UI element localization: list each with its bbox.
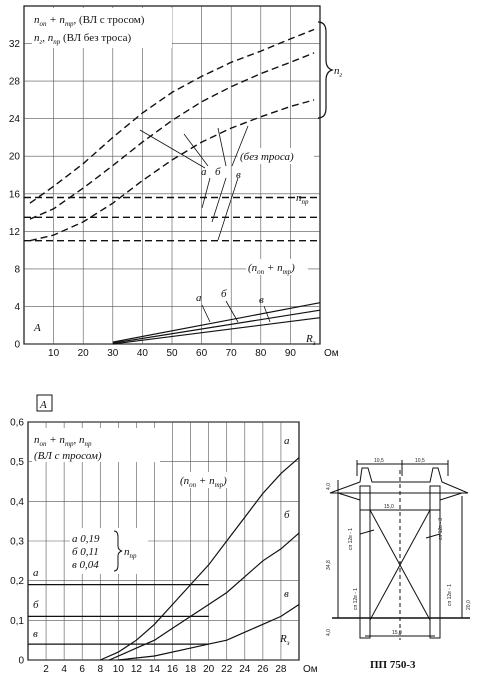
npr-row-v: в 0,04 [72, 559, 99, 571]
npr-letter-v-bottom: в [33, 628, 38, 640]
x-tick-label: 22 [221, 664, 233, 675]
tower-leg-right [430, 486, 440, 638]
curve-letter-b-top: б [215, 166, 221, 178]
x-tick-label: 18 [185, 664, 197, 675]
y-tick-label: 0,5 [10, 457, 24, 469]
x-tick-label: 24 [239, 664, 251, 675]
x-tick-label: 20 [203, 664, 215, 675]
rz-label-bottom: $R_з$ [280, 633, 290, 647]
sum-label-bottom: $(n_{оп} + n_{тр})$ [180, 475, 227, 489]
npr-label-top: $n_{пр}$ [296, 192, 309, 206]
bez-trosa-label: (без троса) [240, 151, 294, 163]
a-label-top: A [34, 322, 41, 334]
tower-dim-top-left: 10,5 [374, 458, 384, 464]
tower-height-3: 4,0 [326, 483, 332, 490]
npr-row-a: а 0,19 [72, 533, 100, 545]
nr-label: $n_г$ [334, 65, 343, 79]
x-tick-label: 80 [255, 348, 267, 359]
x-tick-label: 4 [61, 664, 67, 675]
x-tick-label: 20 [77, 348, 89, 359]
rz-label-top: $R_з$ [306, 333, 316, 347]
leader-b-1 [218, 128, 226, 166]
tower-crossarm [330, 468, 468, 493]
y-tick-label: 0,2 [10, 576, 24, 588]
y-tick-label: 12 [8, 226, 20, 238]
leader-v-down [218, 178, 238, 240]
a-label-bottom: A [40, 399, 47, 411]
y-tick-label: 0,3 [10, 536, 24, 548]
top-tick-labels [9, 39, 339, 359]
tower-dim-mid: 15,0 [384, 504, 394, 510]
tower-arm-brace-l [338, 493, 360, 500]
tower-height-4: 4,0 [326, 629, 332, 636]
y-tick-label: 24 [8, 114, 20, 126]
x-tick-label: 40 [136, 348, 148, 359]
x-tick-label: 50 [166, 348, 178, 359]
series-line-0-6 [113, 303, 320, 342]
curve-letter-a-bottom: а [284, 435, 290, 447]
tower-label-2: сп 12в - 3 [438, 517, 444, 540]
bottom-series-group [28, 458, 299, 660]
y-tick-label: 0,1 [10, 615, 24, 627]
npr-letter-b-bottom: б [33, 599, 39, 611]
tower-label-lead-1 [360, 530, 374, 534]
x-tick-label: 12 [130, 664, 142, 675]
curve-letter-b-sum: б [221, 288, 227, 300]
leader-a-down [202, 178, 210, 208]
tower-dim-bottom: 15,0 [392, 630, 402, 636]
y-tick-label: 0 [18, 655, 24, 667]
top-legend-line1: $n_{оп} + n_{тр}$, (ВЛ с тросом) [34, 14, 145, 28]
y-tick-label: 0,4 [10, 496, 24, 508]
x-tick-label: 30 [107, 348, 119, 359]
leader-a-2 [184, 134, 208, 166]
npr-row-b: б 0,11 [72, 546, 99, 558]
curve-letter-a-top: а [201, 166, 207, 178]
bottom-legend-line2: (ВЛ с тросом) [34, 450, 102, 462]
sum-label-top: $(n_{оп} + n_{тр})$ [248, 262, 295, 276]
y-tick-label: 4 [14, 301, 20, 313]
top-chart [9, 6, 343, 359]
bottom-legend-line1: $n_{оп} + n_{тр}$, $n_{пр}$ [34, 434, 92, 448]
x-tick-label: 14 [148, 664, 161, 675]
tower-leg-left [360, 486, 370, 638]
x-tick-label: 90 [284, 348, 296, 359]
tower-label-4: сп 12в - 1 [447, 583, 453, 606]
series-line-0-7 [113, 310, 320, 343]
series-line-0-8 [113, 318, 320, 344]
tower-caption: ПП 750-3 [370, 659, 416, 671]
curve-letter-b-bottom: б [284, 509, 290, 521]
leader-b-down [212, 178, 226, 222]
x-tick-label: 10 [112, 664, 124, 675]
y-tick-label: 8 [14, 264, 20, 276]
leader-sum-v [264, 306, 270, 322]
y-tick-label: 20 [8, 151, 20, 163]
x-tick-label: 70 [225, 348, 237, 359]
y-tick-label: 32 [8, 39, 20, 51]
x-tick-label: 8 [97, 664, 104, 675]
x-tick-label: 60 [196, 348, 208, 359]
y-tick-label: 0 [14, 339, 20, 351]
tower-height-2: 20,0 [466, 600, 472, 610]
tower-height-1: 34,8 [326, 560, 332, 570]
npr-letter-a-bottom: а [33, 567, 39, 579]
x-tick-label: 6 [79, 664, 85, 675]
npr-label-bottom: $n_{пр}$ [124, 546, 137, 560]
y-tick-label: 16 [8, 189, 20, 201]
curve-letter-v-top: в [236, 169, 241, 181]
tower-label-1: сп 12в - 1 [348, 527, 354, 550]
x-tick-label: 26 [257, 664, 269, 675]
curve-letter-v-sum: в [259, 294, 264, 306]
bottom-chart [10, 395, 318, 675]
curve-letter-a-sum: а [196, 292, 202, 304]
x-tick-label: 2 [43, 664, 49, 675]
x-unit-label: Ом [324, 348, 339, 359]
tower-label-3: сп 12в - 1 [353, 587, 359, 610]
x-unit-label: Ом [303, 664, 318, 675]
x-tick-label: 28 [275, 664, 287, 675]
top-legend-line2: $n_г$, $n_{пр}$ (ВЛ без троса) [34, 32, 132, 46]
tower-arm-brace-r [440, 493, 462, 500]
tower-dim-top-right: 10,5 [415, 458, 425, 464]
x-tick-label: 10 [48, 348, 60, 359]
x-tick-label: 16 [166, 664, 179, 675]
y-tick-label: 0,6 [10, 417, 24, 429]
y-tick-label: 28 [8, 76, 20, 88]
leader-sum-a [202, 305, 210, 322]
curve-letter-v-bottom: в [284, 588, 289, 600]
